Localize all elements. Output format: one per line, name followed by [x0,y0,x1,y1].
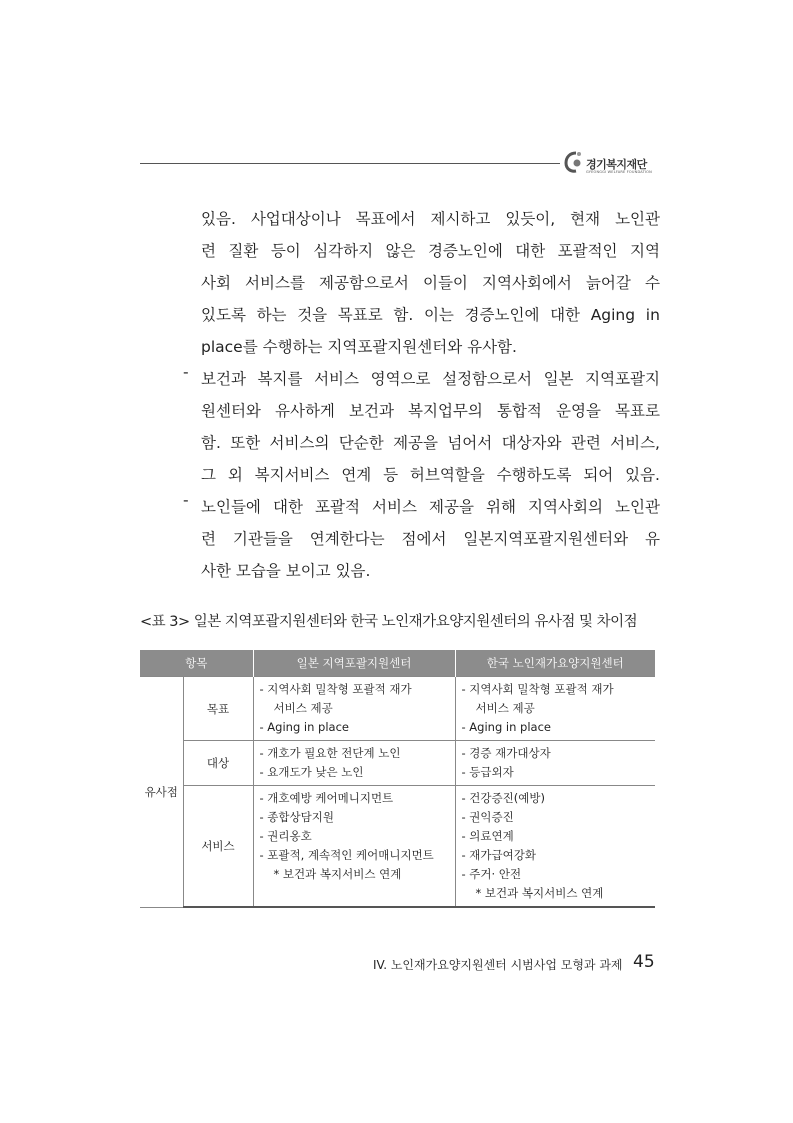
cell-line: * 보건과 복지서비스 연계 [273,867,402,881]
row-label: 목표 [183,677,253,741]
foundation-emblem-icon [562,150,584,174]
korea-cell [455,786,655,908]
cell-line: - Aging in place [461,720,551,734]
body-line: 사한 모습을 보이고 있음. [201,562,371,580]
body-line: 노인들에 대한 포괄적 서비스 제공을 위해 지역사회의 노인관 [201,498,660,516]
page-number: 45 [633,952,655,972]
body-line: 있음. 사업대상이나 목표에서 제시하고 있듯이, 현재 노인관 [201,210,660,228]
cell-line: - 지역사회 밀착형 포괄적 재가 [259,682,412,696]
foundation-logo [562,150,672,180]
japan-cell [253,786,455,908]
table-row [140,677,655,741]
cell-line: - 건강증진(예방) [461,791,545,805]
cell-line: * 보건과 복지서비스 연계 [475,886,604,900]
table-header-row [140,650,655,677]
cell-line: - 요개도가 낮은 노인 [259,765,364,779]
body-line: 그 외 복지서비스 연계 등 허브역할을 수행하도록 되어 있음. [201,466,660,484]
cell-line: 서비스 제공 [475,701,535,715]
body-line: 련 질환 등이 심각하지 않은 경증노인에 대한 포괄적인 지역 [201,242,660,260]
logo-korean-text: 경기복지재단 [586,158,647,171]
logo-english-text: GYEONGGI WELFARE FOUNDATION [586,170,652,174]
row-label: 서비스 [183,786,253,908]
table-caption: <표 3> 일본 지역포괄지원센터와 한국 노인재가요양지원센터의 유사점 및 차이점 [140,614,638,630]
cell-line: - 권리옹호 [259,829,312,843]
body-line: 사회 서비스를 제공함으로서 이들이 지역사회에서 늙어갈 수 [201,274,660,292]
body-line: 있도록 하는 것을 목표로 함. 이는 경증노인에 대한 Aging in [201,306,660,324]
cell-line: - 경증 재가대상자 [461,746,551,760]
cell-line: - 재가급여강화 [461,848,536,862]
category-cell: 유사점 [140,677,183,908]
header-rule [140,163,560,164]
cell-line: - 종합상담지원 [259,810,334,824]
comparison-table [140,650,655,908]
header-item: 항목 [140,650,253,677]
cell-line: - 의료연계 [461,829,514,843]
body-text [140,203,660,587]
cell-line: - 등급외자 [461,765,514,779]
body-line: 원센터와 유사하게 보건과 복지업무의 통합적 운영을 목표로 [201,402,660,420]
cell-line: 서비스 제공 [273,701,333,715]
header-korea: 한국 노인재가요양지원센터 [455,650,655,677]
body-line: place를 수행하는 지역포괄지원센터와 유사함. [201,338,517,356]
body-line: 보건과 복지를 서비스 영역으로 설정함으로서 일본 지역포괄지 [201,370,660,388]
header-japan: 일본 지역포괄지원센터 [253,650,455,677]
running-title: IV. 노인재가요양지원센터 시범사업 모형과 과제 [373,958,623,972]
bullet-dash: - [183,363,189,381]
japan-cell [253,741,455,786]
bullet-dash: - [183,491,189,509]
table-row [140,741,655,786]
korea-cell [455,741,655,786]
cell-line: - 포괄적, 계속적인 케어매니지먼트 [259,848,434,862]
row-label: 대상 [183,741,253,786]
cell-line: - 주거· 안전 [461,867,522,881]
cell-line: - 권익증진 [461,810,514,824]
korea-cell [455,677,655,741]
body-line: 련 기관들을 연계한다는 점에서 일본지역포괄지원센터와 유 [201,530,660,548]
japan-cell [253,677,455,741]
cell-line: - 개호예방 케어메니지먼트 [259,791,394,805]
table-row [140,786,655,908]
cell-line: - 지역사회 밀착형 포괄적 재가 [461,682,614,696]
body-line: 함. 또한 서비스의 단순한 제공을 넘어서 대상자와 관련 서비스, [201,434,660,452]
cell-line: - Aging in place [259,720,349,734]
cell-line: - 개호가 필요한 전단계 노인 [259,746,401,760]
